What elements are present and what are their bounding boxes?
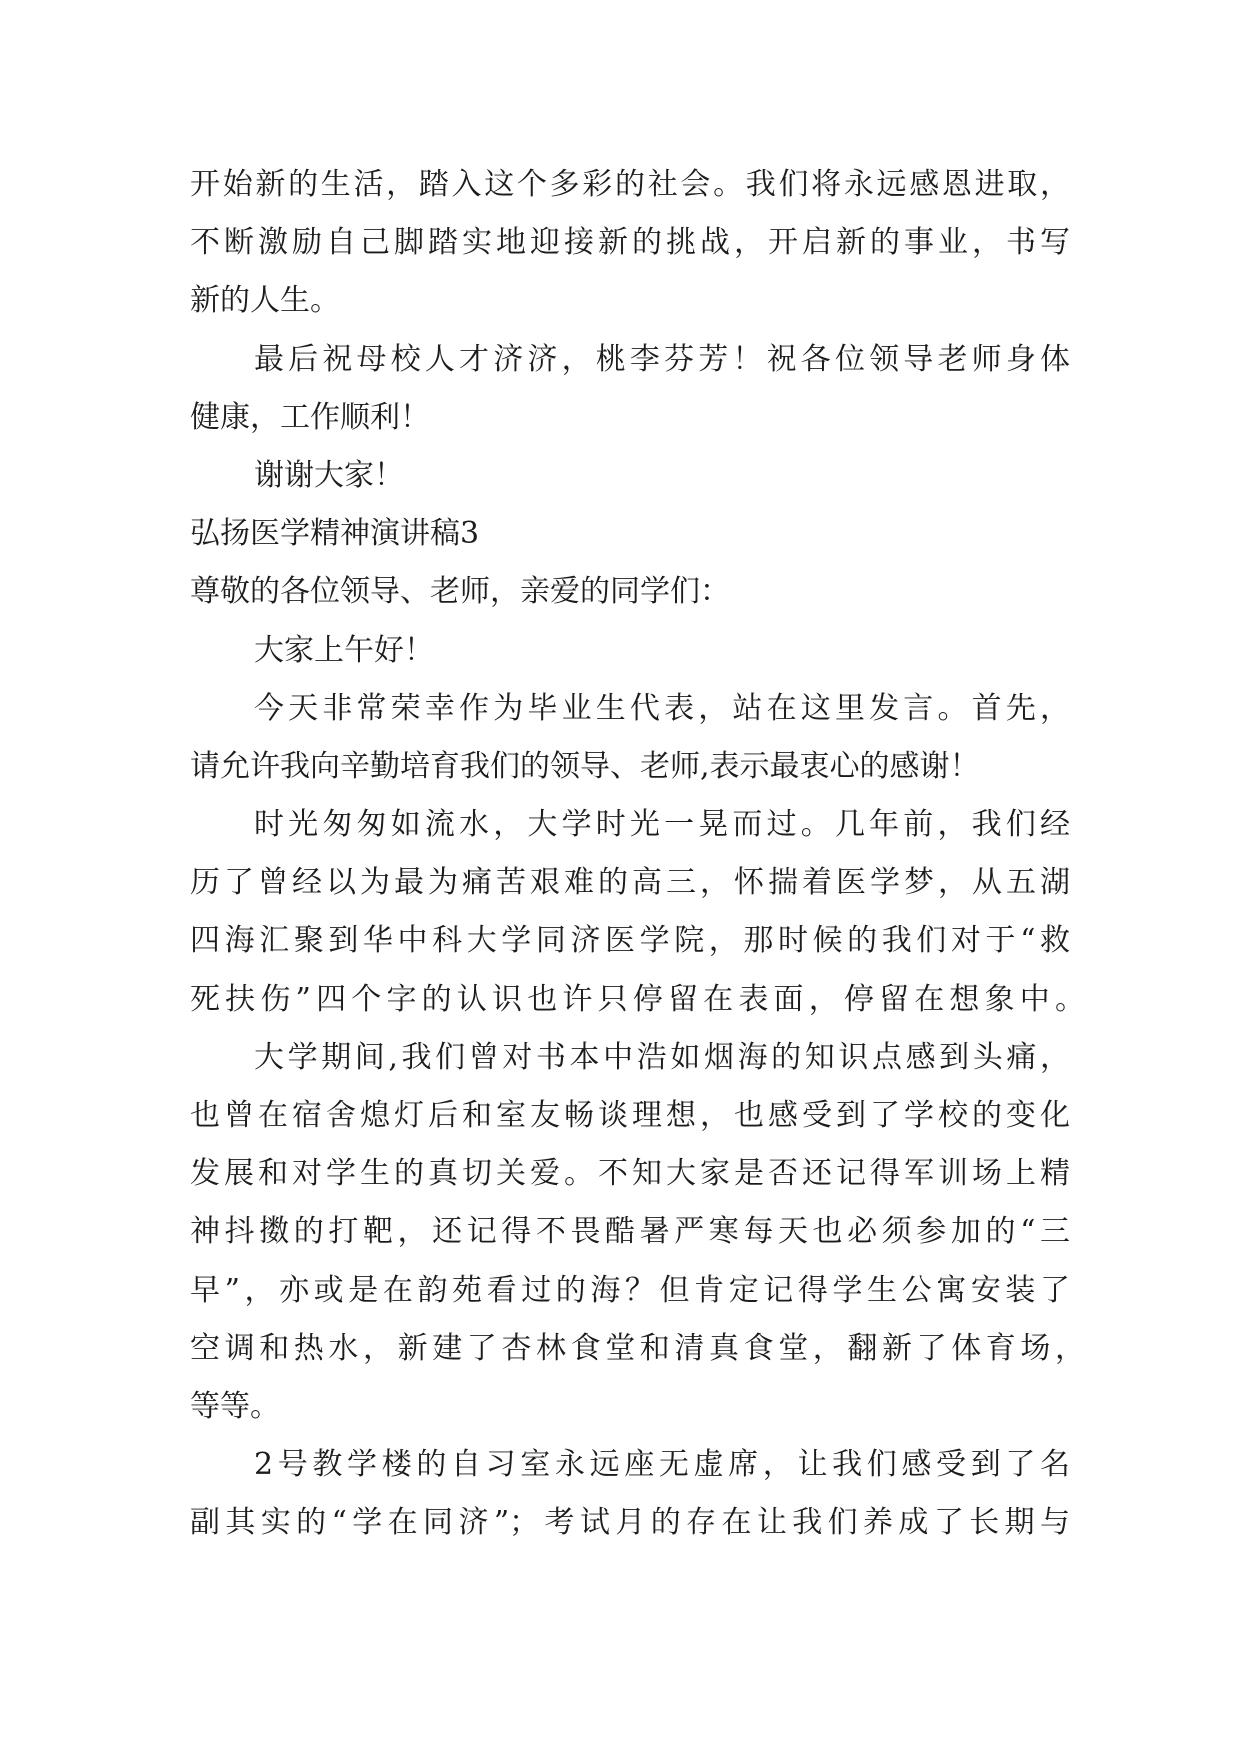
section-heading: 弘扬医学精神演讲稿3 (190, 516, 480, 552)
text-line: 新的人生。 (190, 283, 340, 319)
text-line: 时光匆匆如流水，大学时光一晃而过。几年前，我们经 (254, 807, 1070, 843)
paragraph (190, 1029, 1085, 1436)
text-line: 也曾在宿舍熄灯后和室友畅谈理想，也感受到了学校的变化 (190, 1098, 1070, 1133)
text-line: 空调和热水，新建了杏林食堂和清真食堂，翻新了体育场， (190, 1330, 1085, 1366)
paragraph (190, 447, 1070, 505)
greeting (190, 622, 1070, 680)
text-line: 健康，工作顺利！ (190, 399, 430, 435)
text-line: 大家上午好！ (254, 632, 434, 668)
text-line: 尊敬的各位领导、老师，亲爱的同学们： (190, 574, 730, 610)
paragraph (190, 331, 1070, 447)
paragraph (190, 680, 1070, 796)
text-line: 2号教学楼的自习室永远座无虚席，让我们感受到了名 (254, 1447, 1070, 1483)
paragraph (190, 796, 1085, 1029)
paragraph (190, 1436, 1070, 1552)
text-line: 今天非常荣幸作为毕业生代表，站在这里发言。首先， (254, 690, 1070, 726)
text-line: 开始新的生活，踏入这个多彩的社会。我们将永远感恩进取， (190, 167, 1070, 202)
paragraph (190, 156, 1070, 331)
text-line: 副其实的“学在同济”；考试月的存在让我们养成了长期与 (190, 1505, 1070, 1541)
text-line: 最后祝母校人才济济，桃李芬芳！祝各位领导老师身体 (254, 341, 1070, 377)
text-line: 早”，亦或是在韵苑看过的海？但肯定记得学生公寓安装了 (190, 1272, 1070, 1308)
text-line: 历了曾经以为最为痛苦艰难的高三，怀揣着医学梦，从五湖 (190, 865, 1070, 901)
document-body (190, 156, 1085, 1553)
text-line: 神抖擞的打靶，还记得不畏酷暑严寒每天也必须参加的“三 (190, 1214, 1070, 1250)
text-line: 请允许我向辛勤培育我们的领导、老师,表示最衷心的感谢！ (190, 748, 980, 784)
text-line: 不断激励自己脚踏实地迎接新的挑战，开启新的事业，书写 (190, 225, 1070, 261)
text-line: 死扶伤”四个字的认识也许只停留在表面，停留在想象中。 (190, 981, 1085, 1017)
text-line: 谢谢大家！ (254, 457, 404, 493)
salutation (190, 563, 1070, 621)
text-line: 等等。 (190, 1388, 280, 1424)
text-line: 发展和对学生的真切关爱。不知大家是否还记得军训场上精 (190, 1156, 1070, 1192)
text-line: 大学期间,我们曾对书本中浩如烟海的知识点感到头痛， (254, 1039, 1070, 1075)
text-line: 四海汇聚到华中科大学同济医学院，那时候的我们对于“救 (190, 923, 1070, 959)
